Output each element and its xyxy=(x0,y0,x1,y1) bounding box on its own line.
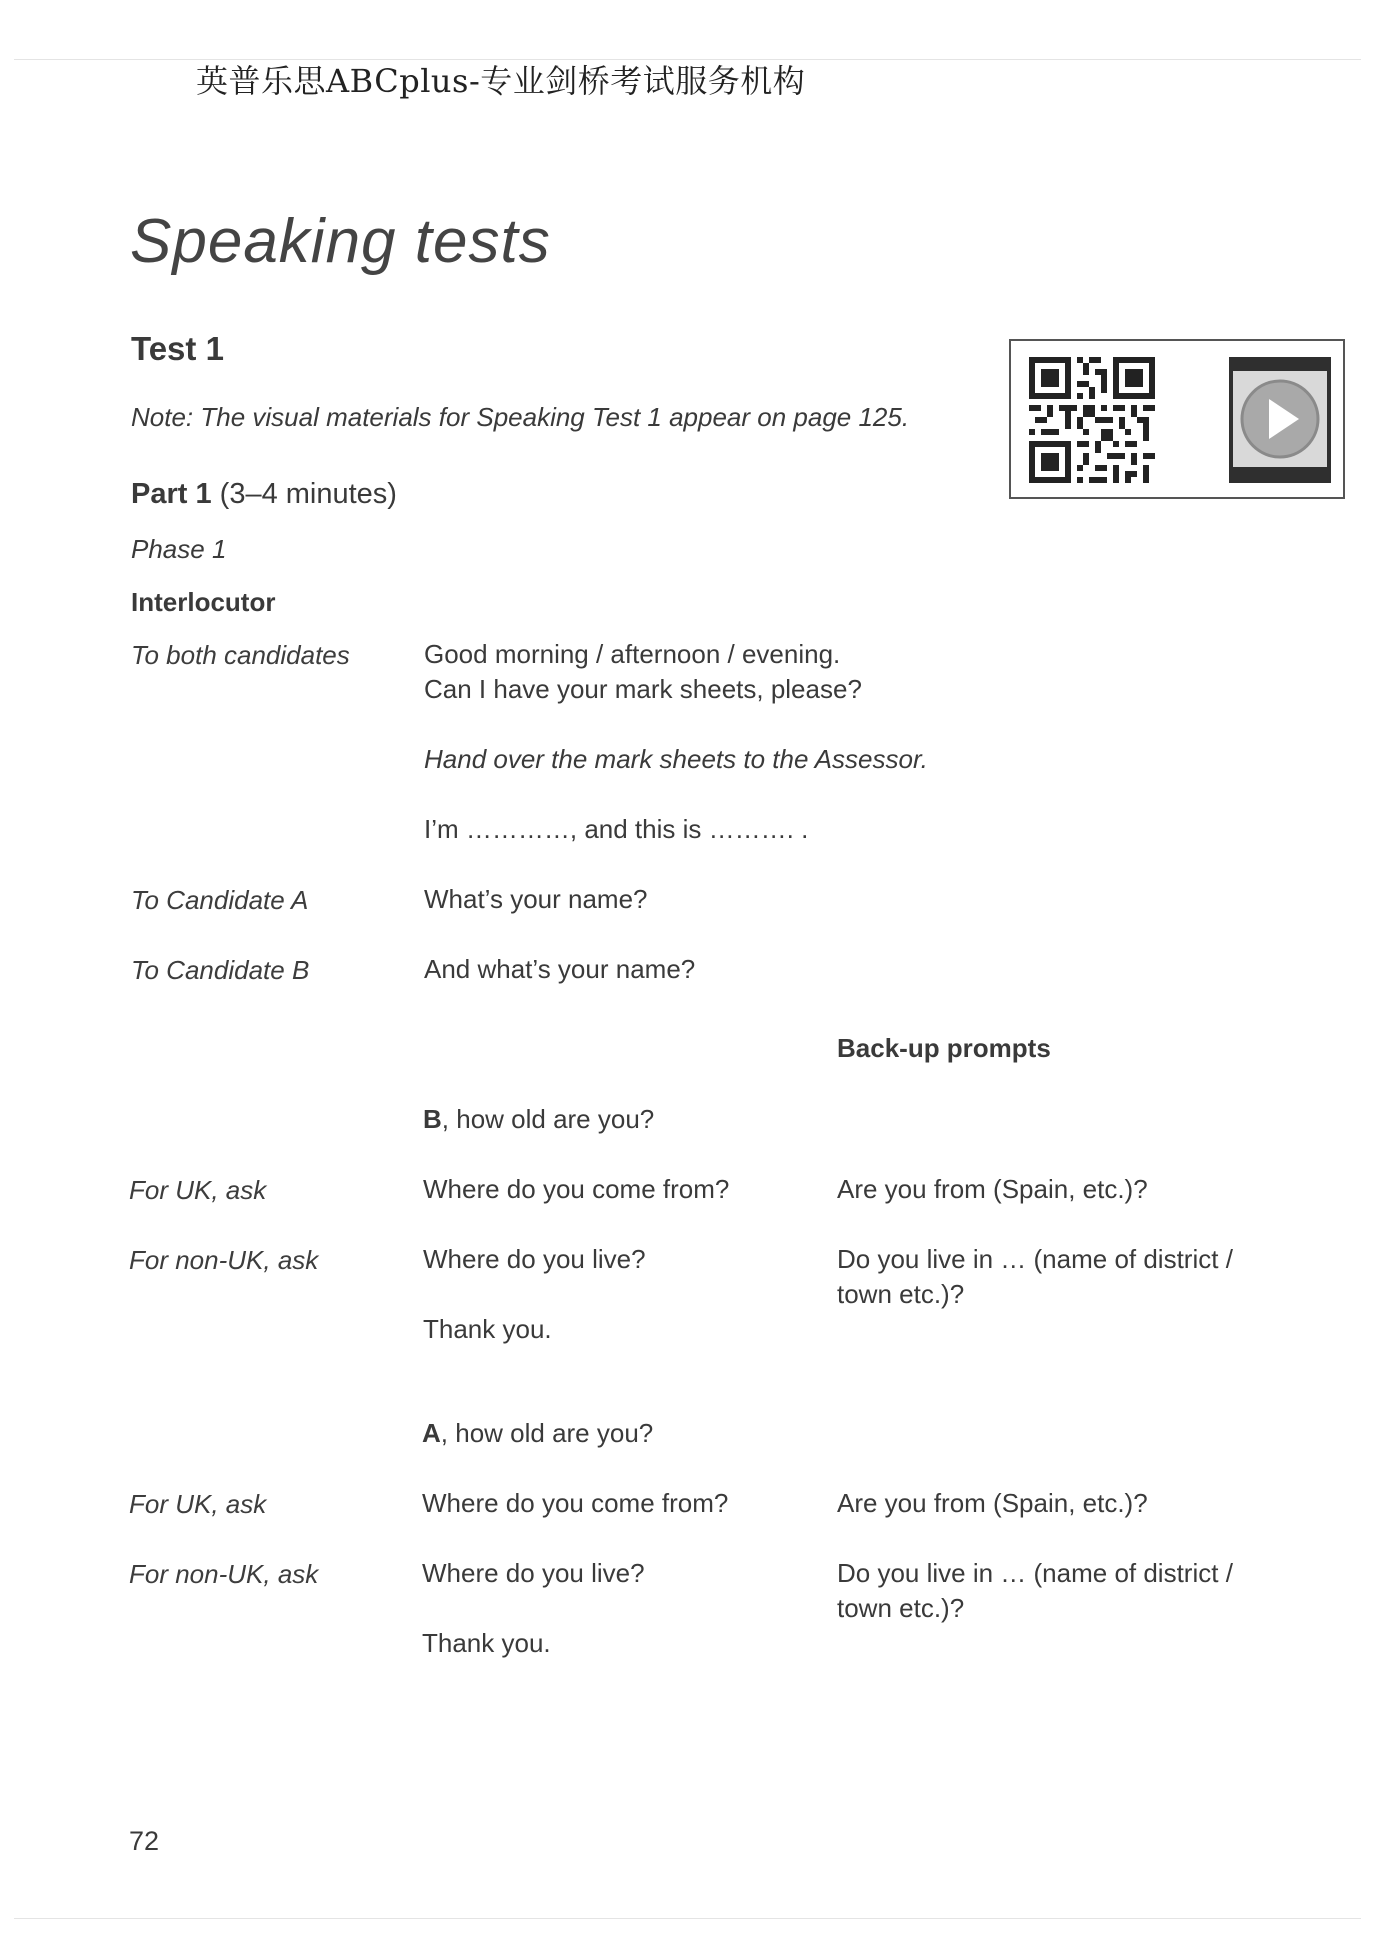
page-number: 72 xyxy=(129,1826,160,1856)
header-watermark-text: 英普乐思ABCplus-专业剑桥考试服务机构 xyxy=(196,62,806,100)
to-candidate-a-label: To Candidate A xyxy=(131,885,309,915)
test-title: Test 1 xyxy=(131,330,224,367)
part-heading-bold: Part 1 xyxy=(131,478,212,510)
nonuk-backup-b-line2: town etc.)? xyxy=(837,1279,965,1309)
age-question-a-candidate: A xyxy=(422,1418,441,1448)
phase-label: Phase 1 xyxy=(131,534,227,564)
part-heading xyxy=(131,478,397,511)
nonuk-backup-a-line2: town etc.)? xyxy=(837,1593,965,1623)
uk-question-a: Where do you come from? xyxy=(422,1488,729,1518)
age-question-b xyxy=(423,1102,654,1137)
age-question-b-candidate: B xyxy=(423,1104,442,1134)
uk-question-b: Where do you come from? xyxy=(423,1174,730,1204)
nonuk-label-a: For non-UK, ask xyxy=(129,1559,319,1589)
uk-backup-b: Are you from (Spain, etc.)? xyxy=(837,1174,1148,1204)
uk-label-a: For UK, ask xyxy=(129,1489,267,1519)
mark-sheets-line: Can I have your mark sheets, please? xyxy=(424,674,862,704)
introduction-line: I’m …………, and this is ………. . xyxy=(424,814,809,844)
candidate-a-name-question: What’s your name? xyxy=(424,884,648,914)
age-question-b-text: , how old are you? xyxy=(441,1104,655,1134)
uk-label-b: For UK, ask xyxy=(129,1175,267,1205)
backup-prompts-heading: Back-up prompts xyxy=(837,1033,1051,1063)
page-title: Speaking tests xyxy=(130,207,551,276)
to-candidate-b-label: To Candidate B xyxy=(131,955,310,985)
thank-you-a: Thank you. xyxy=(422,1628,551,1658)
nonuk-question-b: Where do you live? xyxy=(423,1244,646,1274)
nonuk-backup-a-line1: Do you live in … (name of district / xyxy=(837,1558,1233,1588)
greeting-line: Good morning / afternoon / evening. xyxy=(424,639,841,669)
to-both-candidates-label: To both candidates xyxy=(131,640,350,670)
media-box[interactable] xyxy=(1009,339,1345,499)
hand-over-instruction: Hand over the mark sheets to the Assessor. xyxy=(424,744,928,774)
qr-code-icon[interactable] xyxy=(1029,357,1155,483)
nonuk-question-a: Where do you live? xyxy=(422,1558,645,1588)
nonuk-label-b: For non-UK, ask xyxy=(129,1245,319,1275)
role-heading: Interlocutor xyxy=(131,587,276,617)
footer-divider xyxy=(14,1918,1361,1919)
nonuk-backup-b-line1: Do you live in … (name of district / xyxy=(837,1244,1233,1274)
part-heading-duration: (3–4 minutes) xyxy=(211,478,397,510)
age-question-a xyxy=(422,1416,653,1451)
uk-backup-a: Are you from (Spain, etc.)? xyxy=(837,1488,1148,1518)
thank-you-b: Thank you. xyxy=(423,1314,552,1344)
play-video-icon[interactable] xyxy=(1229,357,1331,483)
note-text: Note: The visual materials for Speaking Test 1 appear on page 125. xyxy=(131,402,910,432)
candidate-b-name-question: And what’s your name? xyxy=(424,954,696,984)
age-question-a-text: , how old are you? xyxy=(440,1418,654,1448)
